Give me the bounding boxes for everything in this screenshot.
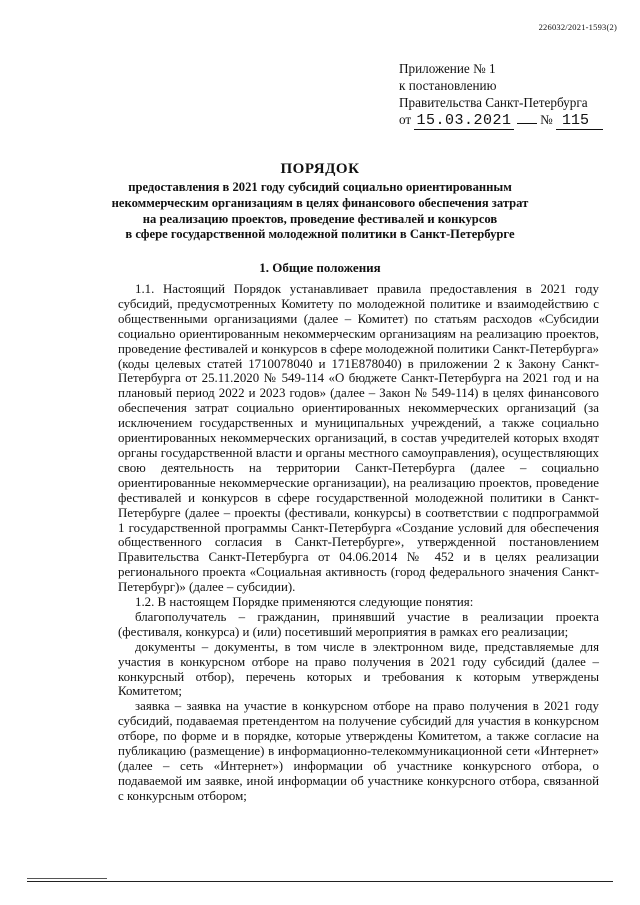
appendix-title: Приложение № 1 bbox=[399, 61, 496, 76]
appendix-line-government: Правительства Санкт-Петербурга bbox=[399, 95, 588, 110]
subtitle-line-2: некоммерческим организациям в целях финансового обеспечения затрат bbox=[111, 195, 529, 210]
appendix-date-line bbox=[399, 111, 619, 129]
definition-beneficiary: благополучатель – гражданин, принявший участие в реализации проекта (фестиваля, конкурса) и (или) посетивший мероприятия в рамках его реализации; bbox=[118, 609, 599, 639]
document-body bbox=[118, 282, 599, 804]
registration-number: 226032/2021-1593(2) bbox=[538, 22, 617, 32]
definition-application: заявка – заявка на участие в конкурсном отборе на право получения в 2021 году субсидий, подаваемая претендентом на получение субсидий для участия в конкурсном отборе, по форме и в порядке, которые утверждены Комитетом, а также согласие на публикацию (размещение) в информационно-телекоммуникационной сети «Интернет» (далее – сеть «Интернет») информации об участнике конкурсного отбора, о подаваемой им заявке, иной информации об участнике конкурсного отбора, связанной с конкурсным отбором; bbox=[118, 699, 599, 803]
section-heading: 1. Общие положения bbox=[259, 260, 381, 275]
paragraph-1-2: 1.2. В настоящем Порядке применяются следующие понятия: bbox=[135, 595, 474, 610]
subtitle-line-3: на реализацию проектов, проведение фестивалей и конкурсов bbox=[142, 211, 498, 226]
resolution-number: 115 bbox=[556, 112, 603, 130]
subtitle-line-1: предоставления в 2021 году субсидий социально ориентированным bbox=[128, 180, 512, 194]
number-prefix: № bbox=[540, 112, 553, 127]
definition-documents: документы – документы, в том числе в электронном виде, представляемые для участия в конкурсном отборе на право получения в 2021 году субсидий (далее – конкурсный отбор), перечень которых и требования к которым утверждены Комитетом; bbox=[118, 639, 599, 699]
document-subtitle bbox=[80, 180, 560, 243]
document-title: ПОРЯДОК bbox=[280, 161, 360, 177]
date-underline bbox=[517, 123, 537, 124]
footer-rule-short bbox=[27, 878, 107, 879]
appendix-block bbox=[399, 60, 619, 129]
appendix-line-resolution: к постановлению bbox=[399, 78, 497, 93]
subtitle-line-4: в сфере государственной молодежной политики в Санкт-Петербурге bbox=[125, 227, 515, 242]
date-prefix: от bbox=[399, 112, 412, 127]
paragraph-1-1: 1.1. Настоящий Порядок устанавливает правила предоставления в 2021 году субсидий, предусмотренных Комитету по молодежной политике и взаимодействию с общественными организациями (далее – Комитет) по статьям расходов «Субсидии социально ориентированным некоммерческим организациям на реализацию проектов, проведение фестивалей и конкурсов в сфере молодежной политики Санкт-Петербурга» (коды целевых статей 1710078040 и 171E878040) в приложении 2 к Закону Санкт-Петербурга от 25.11.2020 № 549-114 «О бюджете Санкт-Петербурга на 2021 год и на плановый период 2022 и 2023 годов» (далее – Закон № 549-114) в целях финансового обеспечения затрат социально ориентированных некоммерческих организаций (за исключением государственных и муниципальных учреждений, а также социально ориентированных некоммерческих организаций, в состав учредителей которых входят органы государственной власти и органы местного самоуправления), осуществляющих свою деятельность на территории Санкт-Петербурга (далее – социально ориентированные некоммерческие организации), на реализацию проектов, проведение фестивалей и конкурсов в сфере государственной молодежной политики в Санкт-Петербурге (далее – проекты (фестивали, конкурсы) в соответствии с подпрограммой 1 государственной программы Санкт-Петербурга «Создание условий для обеспечения общественного согласия в Санкт-Петербурге», утвержденной постановлением Правительства Санкт-Петербурга от 04.06.2014 № 452 и в целях реализации регионального проекта «Социальная активность (город федерального значения Санкт-Петербург)» (далее – субсидии). bbox=[118, 282, 599, 595]
footer-rule bbox=[27, 881, 613, 882]
resolution-date: 15.03.2021 bbox=[416, 112, 512, 129]
